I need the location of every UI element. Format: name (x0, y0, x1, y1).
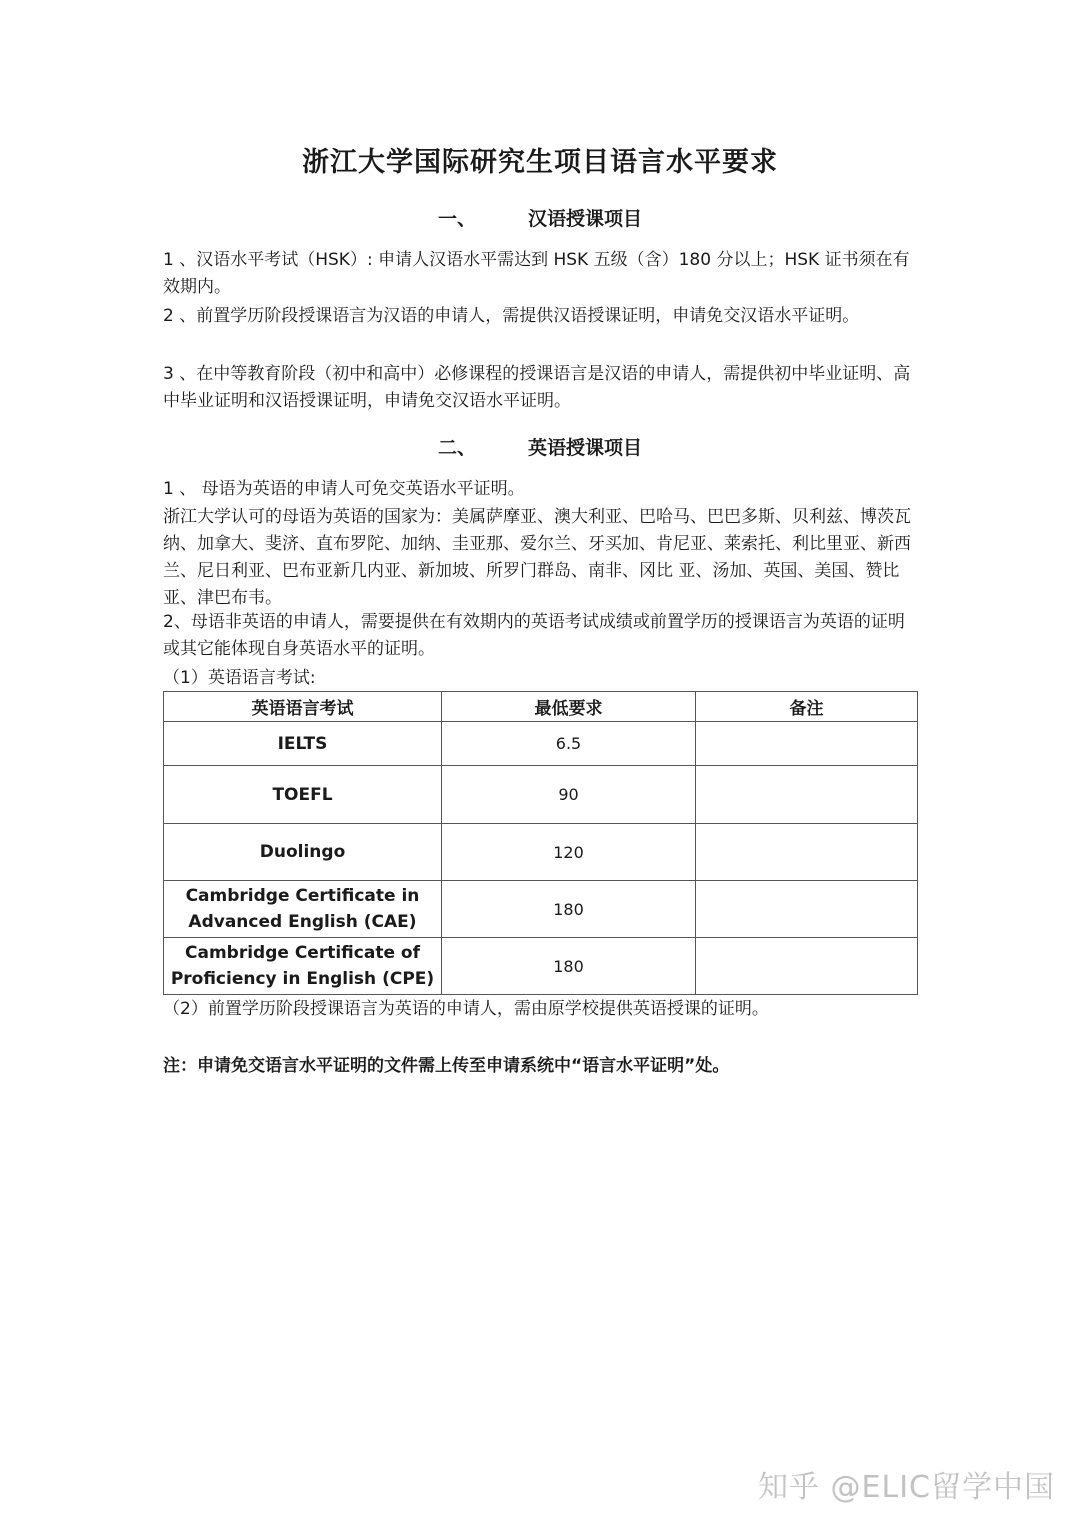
non-native-requirement: 2、母语非英语的申请人，需要提供在有效期内的英语考试成绩或前置学历的授课语言为英语的证明或其它能体现自身英语水平的证明。 (163, 612, 905, 659)
minimum-score: 6.5 (442, 722, 696, 766)
remark (696, 722, 918, 766)
section-title: 英语授课项目 (527, 437, 642, 459)
exam-name: Cambridge Certificate in Advanced English (CAE) (164, 881, 442, 938)
exam-name: IELTS (164, 722, 442, 766)
exam-name: TOEFL (164, 766, 442, 824)
page-title: 浙江大学国际研究生项目语言水平要求 (302, 147, 778, 178)
watermark: 知乎 @ELIC留学中国 (758, 1470, 1055, 1505)
minimum-score: 180 (442, 881, 696, 938)
chinese-instruction-proof: 2 、前置学历阶段授课语言为汉语的申请人，需提供汉语授课证明，申请免交汉语水平证明。 (163, 306, 860, 326)
table-row (164, 824, 918, 881)
section-heading-english (0, 433, 1080, 460)
remark (696, 938, 918, 995)
table-row (164, 722, 918, 766)
remark (696, 881, 918, 938)
remark (696, 766, 918, 824)
hsk-requirement: 1 、汉语水平考试（HSK）: 申请人汉语水平需达到 HSK 五级（含）180 分以上；HSK 证书须在有效期内。 (163, 250, 910, 297)
english-test-subheading: （1）英语语言考试: (163, 668, 316, 688)
table-row (164, 881, 918, 938)
native-english-exemption: 1 、 母语为英语的申请人可免交英语水平证明。 (163, 479, 525, 499)
table-header-row (164, 692, 918, 722)
remark (696, 824, 918, 881)
minimum-score: 120 (442, 824, 696, 881)
section-number: 二、 (437, 437, 476, 459)
section-number: 一、 (437, 208, 476, 230)
table-row (164, 938, 918, 995)
prior-english-instruction: （2）前置学历阶段授课语言为英语的申请人，需由原学校提供英语授课的证明。 (163, 999, 769, 1019)
native-english-countries: 浙江大学认可的母语为英语的国家为：美属萨摩亚、澳大利亚、巴哈马、巴巴多斯、贝利兹、博茨瓦纳、加拿大、斐济、直布罗陀、加纳、圭亚那、爱尔兰、牙买加、肯尼亚、莱索托、利比里亚、新西兰、尼日利亚、巴布亚新几内亚、新加坡、所罗门群岛、南非、冈比 亚、汤加、英国、美国、赞比亚、津巴布韦。 (163, 507, 911, 608)
section-heading-chinese (0, 204, 1080, 231)
minimum-score: 90 (442, 766, 696, 824)
column-header-remark: 备注 (696, 692, 918, 722)
section-title: 汉语授课项目 (527, 208, 642, 230)
column-header-exam: 英语语言考试 (164, 692, 442, 722)
column-header-minimum: 最低要求 (442, 692, 696, 722)
english-test-table (163, 691, 918, 995)
secondary-education-proof: 3 、在中等教育阶段（初中和高中）必修课程的授课语言是汉语的申请人，需提供初中毕业证明、高中毕业证明和汉语授课证明，申请免交汉语水平证明。 (163, 364, 911, 411)
table-row (164, 766, 918, 824)
footnote: 注：申请免交语言水平证明的文件需上传至申请系统中“语言水平证明”处。 (163, 1056, 730, 1076)
exam-name: Cambridge Certificate of Proficiency in English (CPE) (164, 938, 442, 995)
exam-name: Duolingo (164, 824, 442, 881)
minimum-score: 180 (442, 938, 696, 995)
